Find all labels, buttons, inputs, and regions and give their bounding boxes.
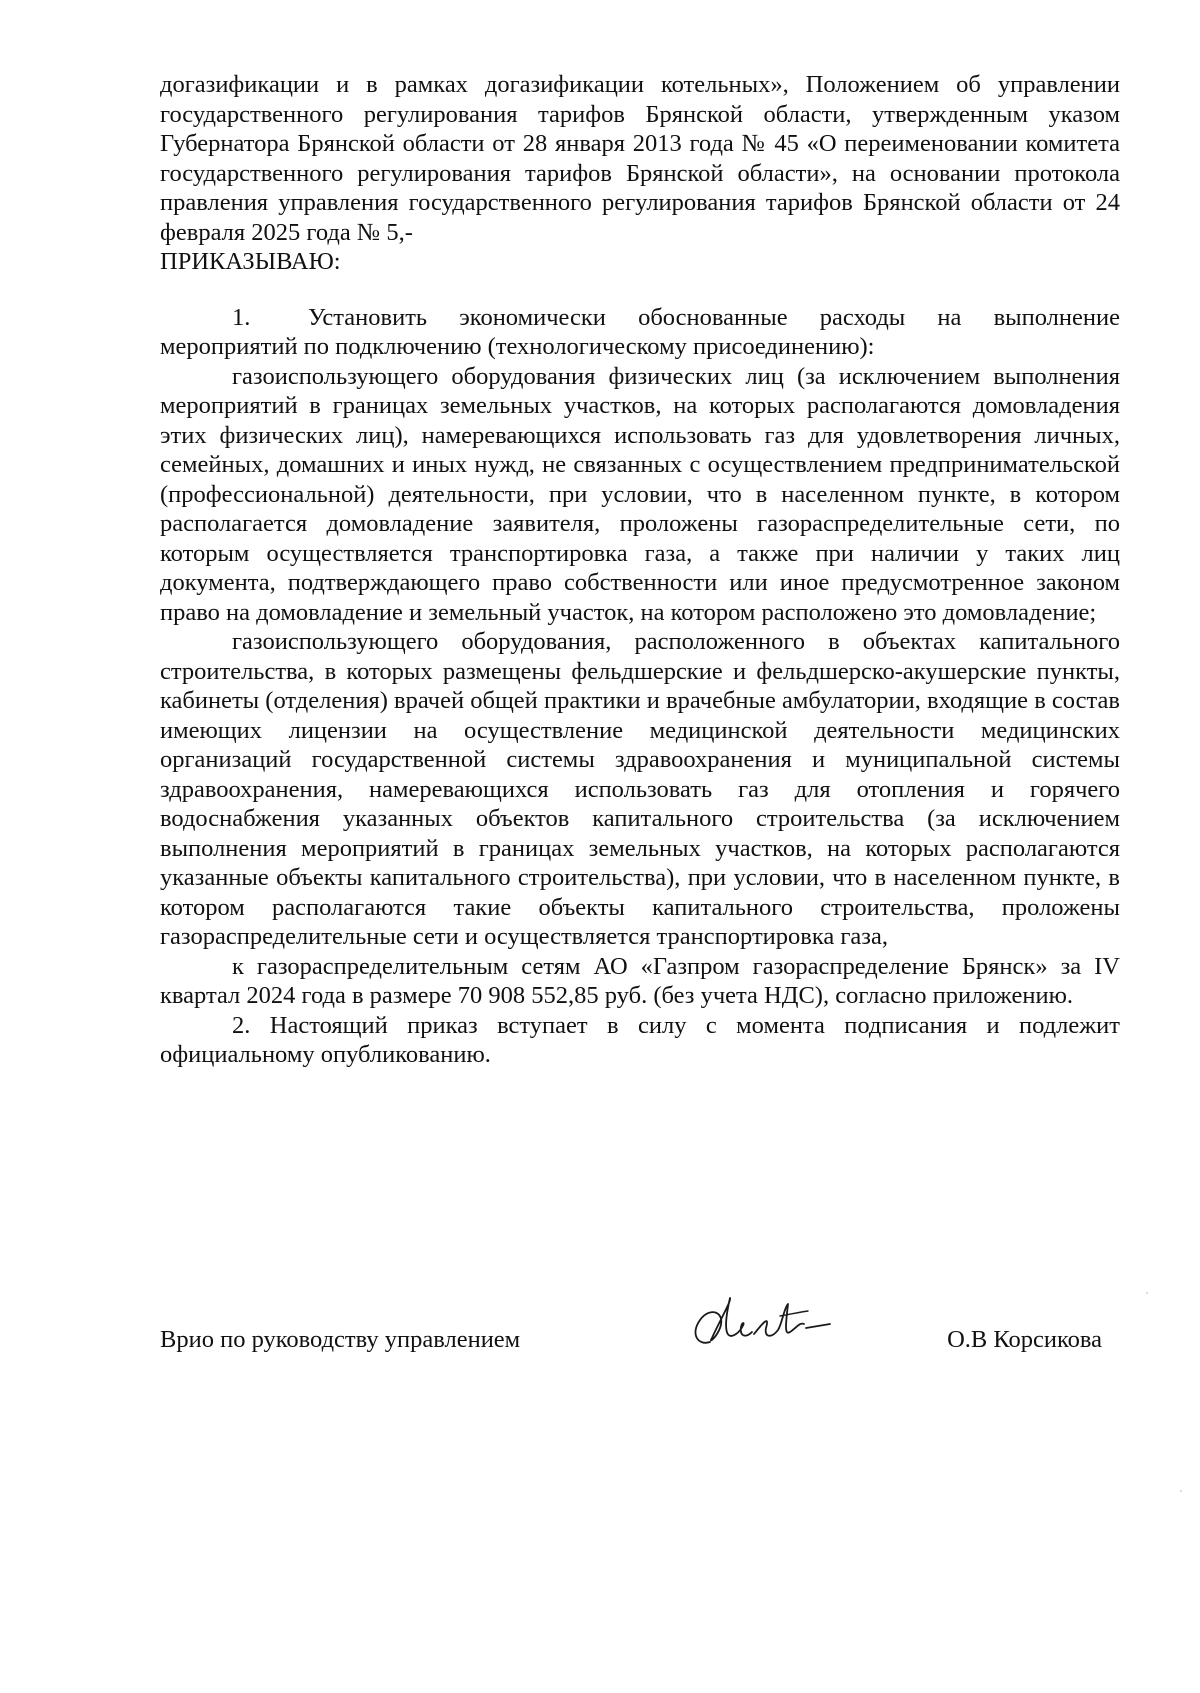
signature-block [160, 1296, 1120, 1386]
order-heading: ПРИКАЗЫВАЮ: [160, 248, 341, 275]
document-body [160, 70, 1120, 1070]
item-2-paragraph: 2. Настоящий приказ вступает в силу с момента подписания и подлежит официальному опубликованию. [160, 1011, 1120, 1068]
sub-item-c-paragraph: к газораспределительным сетям АО «Газпром газораспределение Брянск» за IV квартал 2024 года в размере 70 908 552,85 руб. (без учета НДС), согласно приложению. [160, 952, 1120, 1009]
item-1-paragraph [160, 303, 1120, 362]
item-1-number: 1. [232, 303, 251, 331]
scan-speck [1180, 1490, 1182, 1492]
sub-item-a-paragraph: газоиспользующего оборудования физических лиц (за исключением выполнения мероприятий в границах земельных участков, на которых располагаются домовладения этих физических лиц), намеревающихся использовать газ для удовлетворения личных, семейных, домашних и иных нужд, не связанных с осуществлением предпринимательской (профессиональной) деятельности, при условии, что в населенном пункте, в котором располагается домовладение заявителя, проложены газораспределительные сети, по которым осуществляется транспортировка газа, а также при наличии у таких лиц документа, подтверждающего право собственности или иное предусмотренное законом право на домовладение и земельный участок, на котором расположено это домовладение; [160, 362, 1120, 626]
sub-item-b-paragraph: газоиспользующего оборудования, расположенного в объектах капитального строительства, в которых размещены фельдшерские и фельдшерско-акушерские пункты, кабинеты (отделения) врачей общей практики и врачебные амбулатории, входящие в состав имеющих лицензии на осуществление медицинской деятельности медицинских организаций государственной системы здравоохранения и муниципальной системы здравоохранения, намеревающихся использовать газ для отопления и горячего водоснабжения указанных объектов капитального строительства (за исключением выполнения мероприятий в границах земельных участков, на которых располагаются указанные объекты капитального строительства), при условии, что в населенном пункте, в котором располагаются такие объекты капитального строительства, проложены газораспределительные сети и осуществляется транспортировка газа, [160, 628, 1120, 950]
handwritten-signature [680, 1294, 850, 1374]
spacer [160, 277, 1120, 303]
signatory-position: Врио по руководству управлением [160, 1326, 521, 1353]
signatory-name: О.В Корсикова [947, 1326, 1102, 1353]
item-1-text: Установить экономически обоснованные расходы на выполнение мероприятий по подключению (технологическому присоединению): [160, 303, 1120, 360]
scan-speck [1146, 1292, 1148, 1294]
intro-paragraph: догазификации и в рамках догазификации котельных», Положением об управлении государственного регулирования тарифов Брянской области, утвержденным указом Губернатора Брянской области от 28 января 2013 года № 45 «О переименовании комитета государственного регулирования тарифов Брянской области», на основании протокола правления управления государственного регулирования тарифов Брянской области от 24 февраля 2025 года № 5,- [160, 71, 1120, 246]
